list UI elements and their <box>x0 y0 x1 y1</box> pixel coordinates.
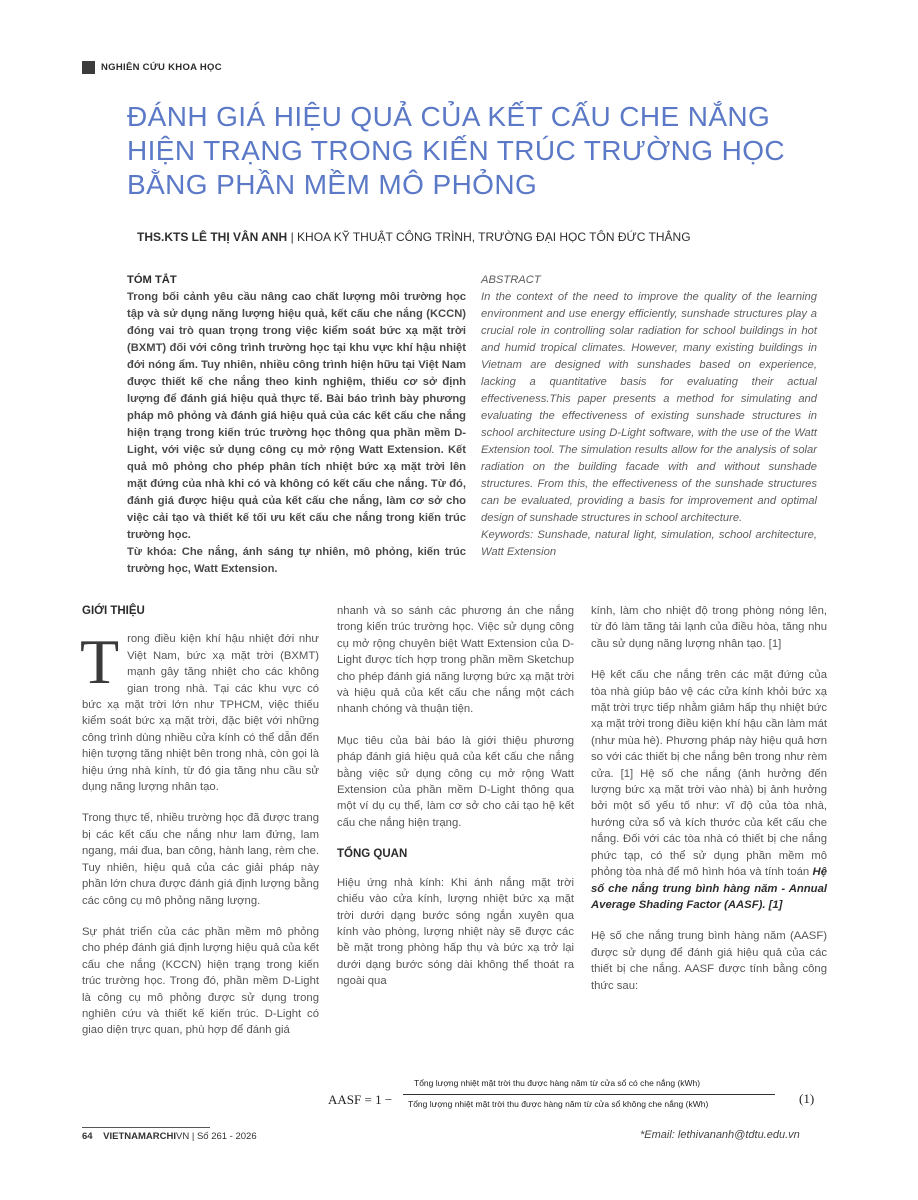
author-name: THS.KTS LÊ THỊ VÂN ANH <box>137 230 288 244</box>
page-number: 64 <box>82 1131 93 1142</box>
intro-paragraph-3: Sự phát triển của các phần mềm mô phỏng cho phép đánh giá định lượng hiệu quả của kết cấu che nắng (KCCN) hiện trạng trong kiến trúc trường học. Trong đó, phần mềm D-Light là công cụ mô phỏng được sử dụng trong nghiên cứu và thiết kế kiến trúc. D-Light có giao diện trực quan, phù hợp để đánh giá <box>82 925 319 1037</box>
author-line <box>137 230 691 244</box>
section-label: NGHIÊN CỨU KHOA HỌC <box>101 62 222 73</box>
equation-number: (1) <box>799 1091 815 1106</box>
column-3-paragraph-1: kính, làm cho nhiệt độ trong phòng nóng lên, từ đó làm tăng tải lạnh của điều hòa, tăng nhu cầu sử dụng năng lượng nhân tạo. [1] <box>591 605 827 650</box>
author-affiliation: KHOA KỸ THUẬT CÔNG TRÌNH, TRƯỜNG ĐẠI HỌC TÔN ĐỨC THẮNG <box>297 230 691 244</box>
column-2-paragraph-3: Hiệu ứng nhà kính: Khi ánh nắng mặt trời chiếu vào cửa kính, lượng nhiệt bức xạ mặt trời dưới dạng bước sóng ngắn xuyên qua kính vào phòng, lượng nhiệt này sẽ được các bề mặt trong phòng hấp thụ và bức xạ trở lại dưới dạng bước sóng dài không thể thoát ra ngoài qua <box>337 876 574 988</box>
formula-lhs: AASF = 1 − <box>328 1092 393 1107</box>
abstract-vietnamese <box>127 272 466 578</box>
author-separator: | <box>287 230 298 244</box>
title-line-3: BẰNG PHẦN MỀM MÔ PHỎNG <box>127 169 538 200</box>
abstract-en-heading: ABSTRACT <box>481 274 541 286</box>
footer-rule <box>82 1127 210 1128</box>
intro-heading: GIỚI THIỆU <box>82 605 145 617</box>
intro-paragraph-1-text: rong điều kiện khí hậu nhiệt đới như Việt Nam, bức xạ mặt trời (BXMT) mạnh gây tăng nhiệt cho các không gian trong nhà. Tại các khu vực có bức xạ mặt trời lớn như TPHCM, việc thiếu kiểm soát bức xạ mặt trời, đặc biệt với những công trình dùng nhiều cửa kính có thể dẫn đến hiện tượng tăng nhiệt bên trong nhà, còn gọi là hiệu ứng nhà kính, từ đó gia tăng nhu cầu sử dụng năng lượng nhân tạo. <box>82 633 319 794</box>
column-2-paragraph-2: Mục tiêu của bài báo là giới thiệu phương pháp đánh giá hiệu quả của kết cấu che nắng bằng việc sử dụng công cụ mở rộng Watt Extension của phần mềm D-Light thông qua một ví dụ cụ thể, làm cơ sở cho cải tạo hệ kết cấu che nắng hiện trạng. <box>337 734 574 829</box>
intro-paragraph-1 <box>80 626 319 795</box>
section-icon <box>82 61 95 74</box>
fraction-bar <box>403 1094 775 1095</box>
magazine-suffix: VN <box>175 1131 190 1142</box>
body-column-3 <box>591 603 827 1009</box>
abstract-en-keywords: Keywords: Sunshade, natural light, simulation, school architecture, Watt Extension <box>481 529 817 558</box>
column-2-paragraph-1: nhanh và so sánh các phương án che nắng trong kiến trúc trường học. Việc sử dụng công cụ mở rộng chuyên biệt Watt Extension của D-Light được tích hợp trong phần mềm Sketchup cho phép đánh giá năng lượng bức xạ mặt trời và hiệu quả của kết cấu che nắng một cách nhanh chóng và thuận tiện. <box>337 605 574 716</box>
abstract-en-body: In the context of the need to improve the quality of the learning environment and use energy efficiently, sunshade structures play a crucial role in controlling solar radiation for school buildings in hot and humid tropical climates. However, many existing buildings in Vietnam are designed with sunshades based on experience, lacking a quantitative basis for evaluating their actual effectiveness.This paper presents a method for simulating and evaluating the effectiveness of existing sunshade structures in school architecture using D-Light software, with the use of the Watt Extension tool. The simulation results allow for the analysis of solar radiation on the building facade with and without sunshade structures. From this, the effectiveness of the sunshade structures can be evaluated, providing a basis for improvement and optimal design of sunshade structures in school architecture. <box>481 291 817 524</box>
column-3-paragraph-2 <box>591 667 827 913</box>
title-line-2: HIỆN TRẠNG TRONG KIẾN TRÚC TRƯỜNG HỌC <box>127 135 786 166</box>
column-3-paragraph-3: Hệ số che nắng trung bình hàng năm (AASF) được sử dụng để đánh giá hiệu quả của các thiết bị che nắng. AASF được tính bằng công thức sau: <box>591 930 827 992</box>
author-email[interactable]: *Email: lethivananh@tdtu.edu.vn <box>640 1129 800 1141</box>
drop-cap: T <box>80 626 120 698</box>
intro-paragraph-2: Trong thực tế, nhiều trường học đã được trang bị các kết cấu che nắng như lam đứng, lam ngang, mái đua, ban công, hành lang, rèm che. Tuy nhiên, hiệu quả của các giải pháp này phần lớn chưa được đánh giá định lượng bằng các công cụ mô phỏng năng lượng. <box>82 812 319 907</box>
body-column-1 <box>82 603 319 1054</box>
formula-numerator: Tổng lượng nhiệt mặt trời thu được hàng năm từ cửa sổ có che nắng (kWh) <box>414 1078 701 1088</box>
abstract-vi-heading: TÓM TẮT <box>127 274 177 286</box>
page-footer: 64 VIETNAMARCHIVN | Số 261 - 2026 <box>82 1131 257 1142</box>
aasf-formula <box>300 1078 830 1128</box>
article-title <box>127 100 847 202</box>
aasf-definition: Hệ số che nắng trung bình hàng năm - Annual Average Shading Factor (AASF). [1] <box>591 866 827 911</box>
formula-denominator: Tổng lượng nhiệt mặt trời thu được hàng năm từ cửa sổ không che nắng (kWh) <box>408 1099 709 1109</box>
magazine-name: VIETNAMARCHI <box>103 1131 176 1142</box>
issue-number: Số 261 - 2026 <box>196 1131 257 1142</box>
abstract-vi-body: Trong bối cảnh yêu cầu nâng cao chất lượng môi trường học tập và sử dụng năng lượng hiệu quả, kết cấu che nắng (KCCN) đóng vai trò quan trọng trong việc kiểm soát bức xạ mặt trời (BXMT) đối với công trình trường học tại khu vực khí hậu nhiệt đới nóng ẩm. Tuy nhiên, nhiều công trình hiện hữu tại Việt Nam được thiết kế che nắng theo kinh nghiệm, thiếu cơ sở định lượng để đánh giá hiệu quả thực tế. Bài báo trình bày phương pháp mô phỏng và đánh giá hiệu quả của các kết cấu che nắng hiện trạng trong kiến trúc trường học thông qua phần mềm D-Light, với việc sử dụng công cụ mở rộng Watt Extension. Kết quả mô phỏng cho phép phân tích nhiệt bức xạ mặt trời lên mặt đứng của nhà khi có và không có kết cấu che nắng. Từ đó, đánh giá được hiệu quả của kết cấu che nắng, làm cơ sở cho việc cải tạo và thiết kế tối ưu kết cấu che nắng trong kiến trúc trường học. <box>127 291 466 541</box>
overview-heading: TỔNG QUAN <box>337 848 408 861</box>
column-3-paragraph-2-text: Hệ kết cấu che nắng trên các mặt đứng của tòa nhà giúp bảo vệ các cửa kính khỏi bức xạ mặt trời trực tiếp nhằm giảm hấp thụ nhiệt bức xạ mặt trời trong điều kiện khí hậu cần làm mát (như mùa hè). Phương pháp này hiệu quả hơn so với các thiết bị che nắng bên trong như rèm cửa. [1] Hệ số che nắng (ảnh hưởng đến lượng bức xạ mặt trời vào nhà) bị ảnh hưởng bởi một số yếu tố như: vĩ độ của tòa nhà, hướng cửa sổ và kích thước của kết cấu che nắng. Đối với các tòa nhà có thiết bị che nắng phức tạp, có thể sử dụng phần mềm mô phỏng tòa nhà để mô hình hóa và tính toán <box>591 669 827 879</box>
abstract-vi-keywords: Từ khóa: Che nắng, ánh sáng tự nhiên, mô phỏng, kiến trúc trường học, Watt Extension. <box>127 546 466 575</box>
title-line-1: ĐÁNH GIÁ HIỆU QUẢ CỦA KẾT CẤU CHE NẮNG <box>127 101 771 132</box>
abstract-english <box>481 272 817 561</box>
body-column-2 <box>337 603 574 1005</box>
